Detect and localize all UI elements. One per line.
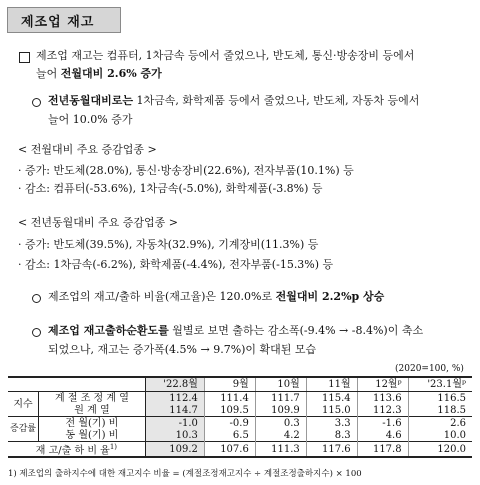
para3-highlight: 전월대비 2.2%p 상승 xyxy=(275,290,385,303)
footnote-marker: 1) xyxy=(109,443,118,451)
cell: 117.8 xyxy=(357,442,408,458)
cell: 4.6 xyxy=(357,429,408,442)
para3-text: 제조업의 재고/출하 비율(재고율)은 120.0%로 xyxy=(48,290,276,303)
header-cell: 10월 xyxy=(255,377,306,392)
cell: 4.2 xyxy=(255,429,306,442)
para1-line1: 제조업 재고는 컴퓨터, 1차금속 등에서 줄었으나, 반도체, 통신·방송장비 등에서 xyxy=(36,49,415,62)
header-cell: 9월 xyxy=(204,377,255,392)
cell: 118.5 xyxy=(408,404,472,417)
table-unit: (2020=100, %) xyxy=(395,364,464,374)
cell: -1.0 xyxy=(145,417,204,430)
table-row xyxy=(8,392,472,405)
para1-line2 xyxy=(36,67,162,81)
group-label-index: 지수 xyxy=(8,392,39,417)
cell: 111.4 xyxy=(204,392,255,405)
cell: 120.0 xyxy=(408,442,472,458)
cell: -0.9 xyxy=(204,417,255,430)
table-row xyxy=(8,404,472,417)
mom-increase: · 증가: 반도체(28.0%), 통신·방송장비(22.6%), 전자부품(10.1%) 등 xyxy=(18,164,354,177)
cell: 115.4 xyxy=(306,392,357,405)
cell: 10.0 xyxy=(408,429,472,442)
row-label: 동 월(기) 비 xyxy=(39,429,146,442)
para3 xyxy=(48,290,384,304)
cell: 115.0 xyxy=(306,404,357,417)
inventory-table xyxy=(8,376,472,458)
para4-text: 월별로 보면 출하는 감소폭(-9.4% → -8.4%)이 축소 xyxy=(172,324,424,337)
para2-text: 1차금속, 화학제품 등에서 줄었으나, 반도체, 자동차 등에서 xyxy=(136,94,420,107)
header-cell: '22.8월 xyxy=(145,377,204,392)
section-title: 제조업 재고 xyxy=(21,15,95,30)
para2-line1 xyxy=(48,94,419,108)
cell: 3.3 xyxy=(306,417,357,430)
para4-line2: 되었으나, 재고는 증가폭(4.5% → 9.7%)이 확대된 모습 xyxy=(48,343,317,356)
cell: 109.5 xyxy=(204,404,255,417)
mom-heading: < 전월대비 주요 증감업종 > xyxy=(18,143,157,156)
para1-text: 늘어 xyxy=(36,67,61,80)
section-title-box xyxy=(7,7,121,33)
group-label-rate: 증감률 xyxy=(8,417,39,442)
cell: -1.6 xyxy=(357,417,408,430)
para2-lead: 전년동월대비로는 xyxy=(48,94,134,107)
cell: 111.3 xyxy=(255,442,306,458)
row-label: 원 계 열 xyxy=(39,404,146,417)
para2-line2: 늘어 10.0% 증가 xyxy=(48,113,133,126)
cell: 0.3 xyxy=(255,417,306,430)
row-label: 계 절 조 정 계 열 xyxy=(39,392,146,405)
cell: 112.4 xyxy=(145,392,204,405)
circle-bullet-icon xyxy=(32,328,41,337)
cell: 6.5 xyxy=(204,429,255,442)
row-label-text: 재 고/출 하 비 율 xyxy=(35,445,110,457)
table-row xyxy=(8,417,472,430)
table-footnote: 1) 제조업의 출하지수에 대한 재고지수 비율 = (계절조정재고지수 ÷ 계절조정출하지수) × 100 xyxy=(8,469,362,479)
yoy-decrease: · 감소: 1차금속(-6.2%), 화학제품(-4.4%), 전자부품(-15.3%) 등 xyxy=(18,258,334,271)
header-blank xyxy=(8,377,145,392)
para4-line1 xyxy=(48,324,423,338)
cell: 112.3 xyxy=(357,404,408,417)
yoy-increase: · 증가: 반도체(39.5%), 자동차(32.9%), 기계장비(11.3%) 등 xyxy=(18,238,319,251)
cell: 114.7 xyxy=(145,404,204,417)
table-row xyxy=(8,442,472,458)
cell: 8.3 xyxy=(306,429,357,442)
table-row xyxy=(8,429,472,442)
header-cell: 11월 xyxy=(306,377,357,392)
row-label: 전 월(기) 비 xyxy=(39,417,146,430)
row-label xyxy=(8,442,145,458)
cell: 116.5 xyxy=(408,392,472,405)
cell: 109.2 xyxy=(145,442,204,458)
table-header-row xyxy=(8,377,472,392)
cell: 10.3 xyxy=(145,429,204,442)
cell: 107.6 xyxy=(204,442,255,458)
cell: 2.6 xyxy=(408,417,472,430)
para4-lead: 제조업 재고출하순환도를 xyxy=(48,324,169,337)
yoy-heading: < 전년동월대비 주요 증감업종 > xyxy=(18,216,178,229)
circle-bullet-icon xyxy=(32,294,41,303)
para1-highlight: 전월대비 2.6% 증가 xyxy=(60,67,162,80)
square-bullet-icon xyxy=(19,52,30,63)
cell: 113.6 xyxy=(357,392,408,405)
cell: 117.6 xyxy=(306,442,357,458)
cell: 111.7 xyxy=(255,392,306,405)
header-cell: '23.1월ᵖ xyxy=(408,377,472,392)
cell: 109.9 xyxy=(255,404,306,417)
mom-decrease: · 감소: 컴퓨터(-53.6%), 1차금속(-5.0%), 화학제품(-3.8%) 등 xyxy=(18,182,323,195)
circle-bullet-icon xyxy=(32,98,41,107)
header-cell: 12월ᵖ xyxy=(357,377,408,392)
